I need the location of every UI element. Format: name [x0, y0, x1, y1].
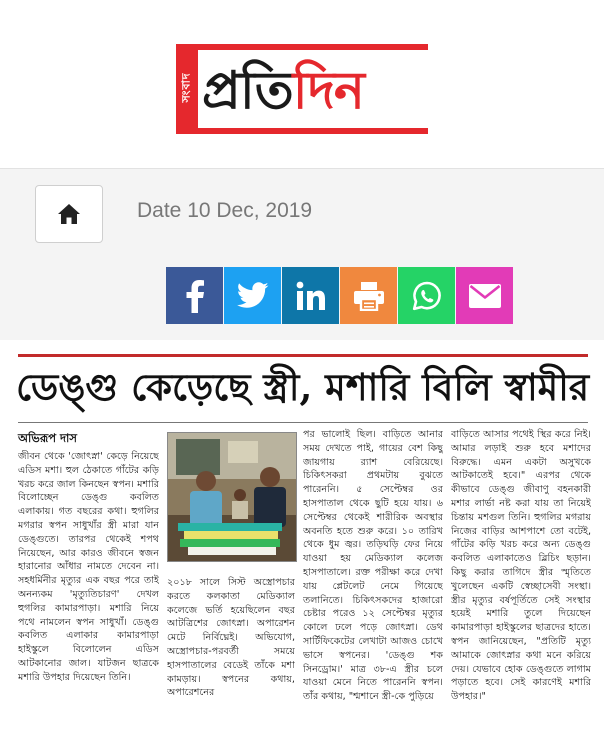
newspaper-logo	[176, 44, 428, 134]
share-email-button[interactable]	[456, 267, 513, 324]
logo-side-band	[176, 44, 198, 134]
headline-top-rule	[18, 354, 588, 357]
article-column-2: ২০১৮ সালে সিস্ট অস্ত্রোপচার করতে কলকাতা মেডিক্যাল কলেজে ভর্তি হয়েছিলেন বছর আটত্রিশের জোৎস্না। অপারেশন মেটে নির্বিঘ্নেই। অভিযোগ, অস্ত্রোপচার-পরবর্তী সময়ে হাসপাতালের বেডেই তাঁকে মশা কামড়ায়। স্বপনের কথায়, অপারেশনের	[167, 577, 295, 699]
share-facebook-button[interactable]	[166, 267, 223, 324]
whatsapp-icon	[411, 280, 443, 312]
logo-wordmark	[202, 56, 364, 126]
news-clipping	[0, 340, 604, 756]
logo-wordmark-part2: দিন	[292, 60, 364, 121]
article-date: Date 10 Dec, 2019	[137, 199, 313, 222]
print-icon	[353, 281, 385, 311]
article-column-3: পর ভালোই ছিল। বাড়িতে আনার সময় দেখতে পাই, গায়ের বেশ কিছু জায়গায় র‌্যাশ বেরিয়েছে। চিকিৎসকরা প্রথমটায় বুঝতে পারেননি। ৫ সেপ্টেম্বর ওর হাসপাতাল থেকে ছুটি হয়ে যায়। ৬ সেপ্টেম্বর থেকেই শারীরিক অবস্থার অবনতি হতে শুরু করে। ১০ তারিখ থেকে ধুম জ্বর। তড়িঘড়ি ফের নিয়ে যাওয়া হয় মেডিক্যাল কলেজ হাসপাতালে। রক্ত পরীক্ষা করে দেখা যায় প্লেটলেট নেমে গিয়েছে তলানিতে। চিকিৎসকদের হাজারো চেষ্টার পরেও ১২ সেপ্টেম্বর মৃত্যুর কোলে ঢলে পড়ে জোৎস্না। ডেথ সার্টিফিকেটের লেখাটা আজও চোখে ভাসে স্বপনের। 'ডেঙ্গু শক সিনড্রোম।' মাত্র ৩৮-এ স্ত্রীর চলে যাওয়া মেনে নিতে পারেননি স্বপন। তাঁর কথায়, "শ্মশানে স্ত্রী-কে পুড়িয়ে	[303, 429, 443, 703]
share-twitter-button[interactable]	[224, 267, 281, 324]
logo-wordmark-box	[198, 44, 428, 134]
article-byline: অভিরূপ দাস	[18, 431, 77, 445]
article-column-1: জীবন থেকে 'জোৎস্না' কেড়ে নিয়েছে এডিস মশা। হুল ঠেকাতে গাঁটের কড়ি খরচ করে জাল কিনছেন স্বপন। মশারি বিলোচ্ছেন ডেঙ্গু কবলিত এলাকায়। গত বছরের কথা। হুগলির মগরার স্বপন সাধুখাঁর স্ত্রী মারা যান ডেঙ্গুতে। তারপর থেকেই শপথ নিয়েছেন, আর কারও জীবনে স্বজন হারানোর আঁধার নামতে দেবেন না। সহধর্মিনীর মৃত্যুর এক বছর পরে তাই অনন্যকম 'মৃত্যুতিচারণ' দেখল হুগলির কামারপাড়া। মশারি নিয়ে পথে নামলেন স্বপন সাধুখাঁ। ডেঙ্গু কবলিত এলাকার কামারপাড়া হাইস্কুলে বিলোলেন এডিস আটকানোর জাল। যাটজন ছাত্রকে মশারি উপহার দিয়েছেন তিনি।	[18, 451, 159, 683]
article-headline: ডেঙ্গু কেড়েছে স্ত্রী, মশারি বিলি স্বামীর	[16, 365, 590, 409]
article-column-4: বাড়িতে আসার পথেই স্থির করে নিই। আমার লড়াই শুরু হবে মশাদের বিরুদ্ধে। এমন একটা অসুখকে আটকাতেই হবে।" এরপর থেকে কীভাবে ডেঙ্গু জীবাণু বহনকারী মশার লার্ভা নষ্ট করা যায় তা নিয়েই চিন্তায় মশগুল তিনি। হুগলির মগরায় নিজের বাড়ির আশপাশে তো বটেই, গাঁটের কড়ি খরচ করে অন্য ডেঙ্গু কবলিত এলাকাতেও ব্লিচিং ছড়ান। কিছু করার তাগিদে স্ত্রীর স্মৃতিতে খুলেছেন একটি স্বেচ্ছাসেবী সংস্থা। স্ত্রীর মৃত্যুর বর্ষপূর্তিতে সেই সংস্থার হয়েই মশারি তুলে দিয়েছেন কামারপাড়া হাইস্কুলের ছাত্রদের হাতে। স্বপন জানিয়েছেন, "প্রতিটি মৃত্যু আমাকে জোৎস্নার কথা মনে করিয়ে দেয়। যেভাবে হোক ডেঙ্গুতে লাগাম পড়াতে হবে। সেই কারণেই মশারি উপহার।"	[451, 429, 591, 703]
home-button[interactable]	[35, 185, 103, 243]
logo-wordmark-part1: প্রতি	[202, 60, 293, 121]
headline-bottom-rule	[18, 422, 588, 423]
article-photo	[167, 432, 297, 562]
article-toolbar	[0, 168, 604, 342]
logo-side-text: সংবাদ	[179, 72, 193, 103]
share-linkedin-button[interactable]	[282, 267, 339, 324]
email-icon	[468, 283, 502, 309]
share-whatsapp-button[interactable]	[398, 267, 455, 324]
twitter-icon	[237, 282, 269, 309]
facebook-icon	[185, 279, 205, 313]
home-icon	[56, 202, 82, 226]
linkedin-icon	[296, 281, 326, 311]
share-print-button[interactable]	[340, 267, 397, 324]
